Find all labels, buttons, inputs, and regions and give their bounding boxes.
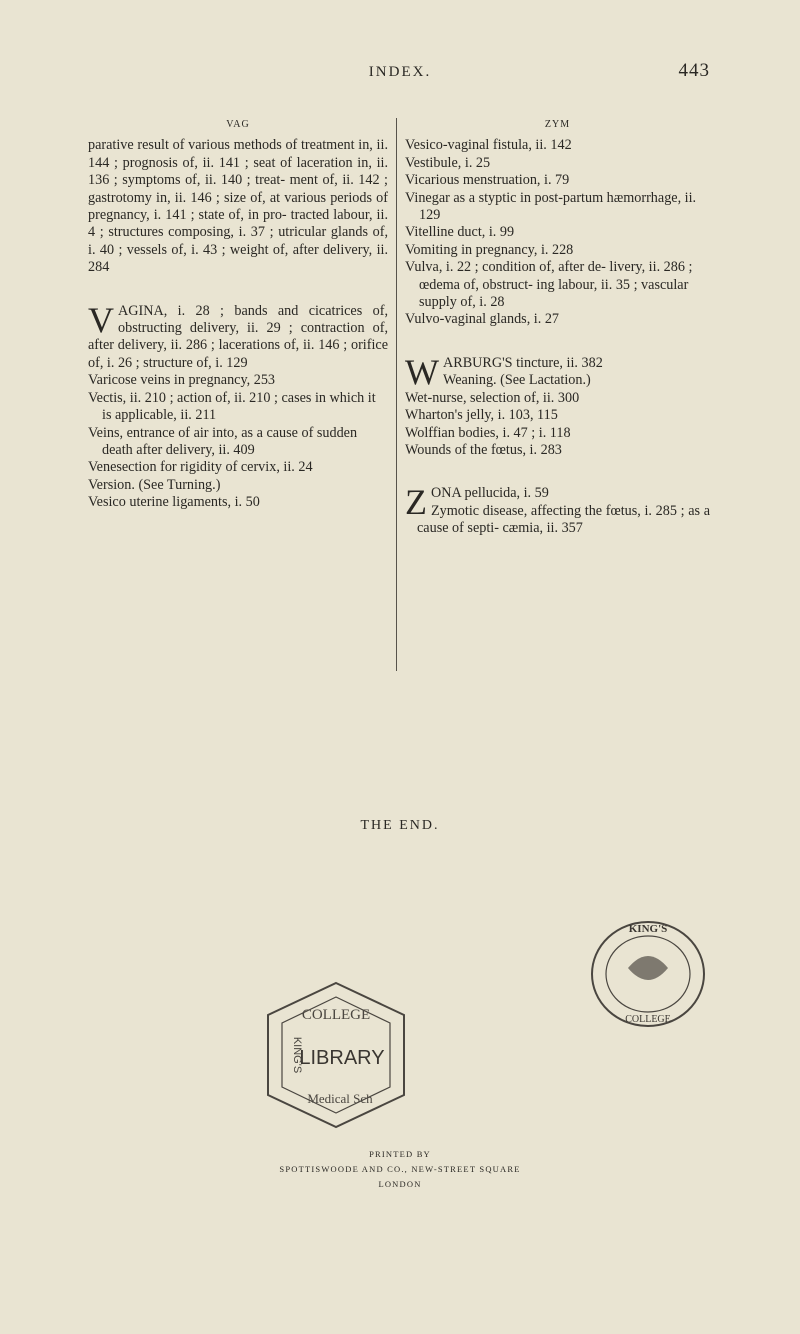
z-first-entry: ONA pellucida, i. 59: [431, 485, 549, 502]
imprint-line-1: PRINTED BY: [369, 1149, 431, 1159]
index-entry: Venesection for rigidity of cervix, ii. 24: [88, 459, 313, 476]
index-entry: Vesico uterine ligaments, i. 50: [88, 494, 260, 511]
crest-stamp-icon: [584, 910, 712, 1038]
vagina-text: AGINA, i. 28 ; bands and cicatrices of, obstructing delivery, ii. 29 ; contraction of, after delivery, ii. 286 ; lacerations of, ii. 146 ; orifice of, i. 26 ; structure of, i. 129: [88, 302, 388, 371]
index-entry: Version. (See Turning.): [88, 476, 221, 493]
running-head: [0, 60, 800, 94]
z-section: [405, 482, 710, 537]
left-column: [88, 116, 388, 512]
index-entry: Vomiting in pregnancy, i. 228: [405, 241, 574, 258]
continuation-text: parative result of various methods of treatment in, ii. 144 ; prognosis of, ii. 141 ; seat of laceration in, ii. 136 ; symptoms of, ii. 140 ; treat- ment of, ii. 142 ; gastrotomy in, ii. 146 ; size of, at various periods of pregnancy, i. 141 ; state of, in pro- tracted labour, ii. 4 ; structures composing, i. 37 ; utricular glands of, i. 40 ; vessels of, i. 43 ; weight of, after delivery, ii. 284: [88, 137, 388, 276]
index-entry: Veins, entrance of air into, as a cause of sudden death after delivery, ii. 409: [88, 424, 358, 458]
library-stamp-bottom: Medical Sch: [307, 1091, 373, 1106]
index-entry: Vinegar as a styptic in post-partum hæmorrhage, ii. 129: [405, 189, 697, 224]
drop-cap-z: Z: [405, 482, 427, 523]
end-text: THE END.: [360, 818, 440, 833]
library-stamp-center: LIBRARY: [299, 1047, 385, 1069]
page-number: 443: [678, 60, 710, 81]
index-entry: Wounds of the fœtus, i. 283: [405, 441, 562, 458]
crest-stamp: [584, 910, 712, 1038]
library-stamp-icon: [256, 975, 416, 1135]
left-catchword: VAG: [226, 119, 250, 130]
index-entry: Vitelline duct, i. 99: [405, 224, 515, 241]
column-divider: [396, 118, 397, 671]
index-entry: Wet-nurse, selection of, ii. 300: [405, 389, 580, 406]
crest-stamp-top: KING'S: [628, 923, 668, 935]
index-entry: Vulva, i. 22 ; condition of, after de- livery, ii. 286 ; œdema of, obstruct- ing labour, ii. 35 ; vascular supply of, i. 28: [405, 259, 693, 311]
z-second-entry: Zymotic disease, affecting the fœtus, i. 285 ; as a cause of septi- cæmia, ii. 357: [417, 502, 710, 537]
running-title: INDEX.: [368, 64, 432, 80]
index-entry: Vulvo-vaginal glands, i. 27: [405, 311, 560, 328]
imprint-line-3: LONDON: [378, 1179, 422, 1189]
right-catchword: ZYM: [544, 119, 571, 130]
vagina-entry: [88, 299, 388, 373]
index-entry: Vesico-vaginal fistula, ii. 142: [405, 137, 572, 154]
w-first-entry: ARBURG'S tincture, ii. 382: [442, 354, 603, 371]
index-entry: Vicarious menstruation, i. 79: [405, 172, 570, 189]
crest-stamp-bottom: COLLEGE: [625, 1014, 671, 1025]
drop-cap-v: V: [88, 299, 114, 340]
w-section: [405, 351, 710, 392]
w-second-entry: Weaning. (See Lactation.): [442, 372, 591, 389]
printer-imprint: [0, 1147, 800, 1192]
index-entry: Vectis, ii. 210 ; action of, ii. 210 ; cases in which it is applicable, ii. 211: [88, 389, 376, 424]
index-entry: Wolffian bodies, i. 47 ; i. 118: [405, 424, 571, 441]
library-stamp-left: KING'S: [291, 1036, 303, 1074]
index-entry: Wharton's jelly, i. 103, 115: [405, 407, 558, 424]
index-entry: Varicose veins in pregnancy, 253: [88, 372, 276, 389]
library-stamp-top: COLLEGE: [301, 1007, 371, 1023]
right-column: [405, 116, 710, 538]
imprint-line-2: SPOTTISWOODE AND CO., NEW-STREET SQUARE: [279, 1164, 521, 1174]
index-entry: Vestibule, i. 25: [405, 154, 491, 171]
drop-cap-w: W: [405, 351, 439, 392]
library-stamp: [256, 975, 416, 1135]
